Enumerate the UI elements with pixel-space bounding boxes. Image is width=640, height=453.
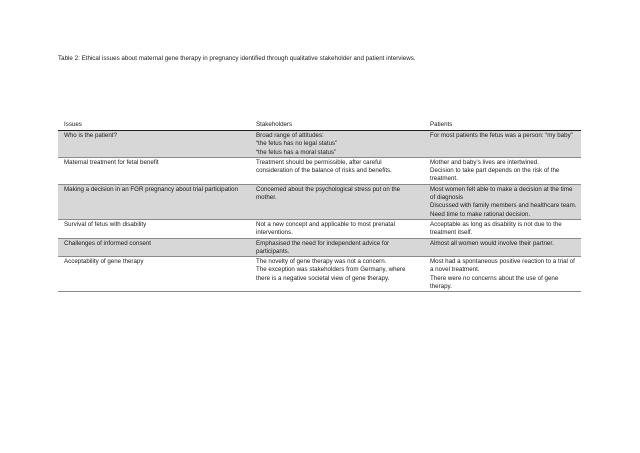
stakeholders-cell [250,157,424,184]
table-caption: Table 2: Ethical issues about maternal gene therapy in pregnancy identified through qualitative stakeholder and patient interviews. [58,55,416,62]
table-header-row [58,112,581,131]
patients-text: Need time to make rational decision. [430,210,531,218]
patients-text: Mother and baby’s lives are intertwined. [430,158,539,166]
issue-cell: Who is the patient? [58,131,250,158]
patients-cell [424,131,581,158]
issue-cell: Survival of fetus with disability [58,219,250,238]
issue-cell: Acceptability of gene therapy [58,257,250,292]
stakeholders-text: “the fetus has no legal status” [256,140,338,148]
stakeholders-text: Treatment should be permissible, after careful consideration of the balance of risks and benefits. [256,158,392,175]
stakeholders-cell [250,184,424,219]
patients-text: There were no concerns about the use of gene therapy. [430,274,559,291]
ethical-issues-table [58,112,581,292]
table-row [58,257,581,292]
table-row [58,157,581,184]
patients-cell [424,238,581,257]
patients-text: Most women felt able to make a decision at the time of diagnosis [430,185,573,202]
patients-text: For most patients the fetus was a person: “my baby” [430,132,573,139]
stakeholders-text: Concerned about the psychological stress put on the mother. [256,185,401,202]
stakeholders-text: Not a new concept and applicable to most prenatal interventions. [256,220,395,237]
stakeholders-cell [250,219,424,238]
patients-cell [424,257,581,292]
patients-text: Discussed with family members and healthcare team. [430,202,577,210]
stakeholders-text: Broad range of attitudes: [256,132,324,139]
stakeholders-text: The exception was stakeholders from Germany, where there is a negative societal view of gene therapy. [256,266,406,282]
patients-text: Almost all women would involve their partner. [430,239,554,247]
column-header-patients: Patients [424,112,581,131]
patients-cell [424,184,581,219]
stakeholders-cell [250,257,424,292]
table-row [58,219,581,238]
stakeholders-cell [250,238,424,257]
issue-cell: Challenges of informed consent [58,238,250,257]
patients-text: Most had a spontaneous positive reaction to a trial of a novel treatment. [430,258,575,274]
patients-text: Acceptable as long as disability is not due to the treatment itself. [430,220,562,237]
stakeholders-text: “the fetus has a moral status” [256,148,337,156]
patients-cell [424,219,581,238]
patients-cell [424,157,581,184]
patients-text: Decision to take part depends on the risk of the treatment. [430,167,560,183]
issue-cell: Maternal treatment for fetal benefit [58,157,250,184]
table-row [58,131,581,158]
column-header-issues: Issues [58,112,250,131]
stakeholders-text: The novelty of gene therapy was not a concern. [256,258,387,266]
table-row [58,238,581,257]
stakeholders-cell [250,131,424,158]
table-row [58,184,581,219]
stakeholders-text: Emphasised the need for independent advice for participants. [256,239,390,255]
issue-cell: Making a decision in an FGR pregnancy about trial participation [58,184,250,219]
column-header-stakeholders: Stakeholders [250,112,424,131]
